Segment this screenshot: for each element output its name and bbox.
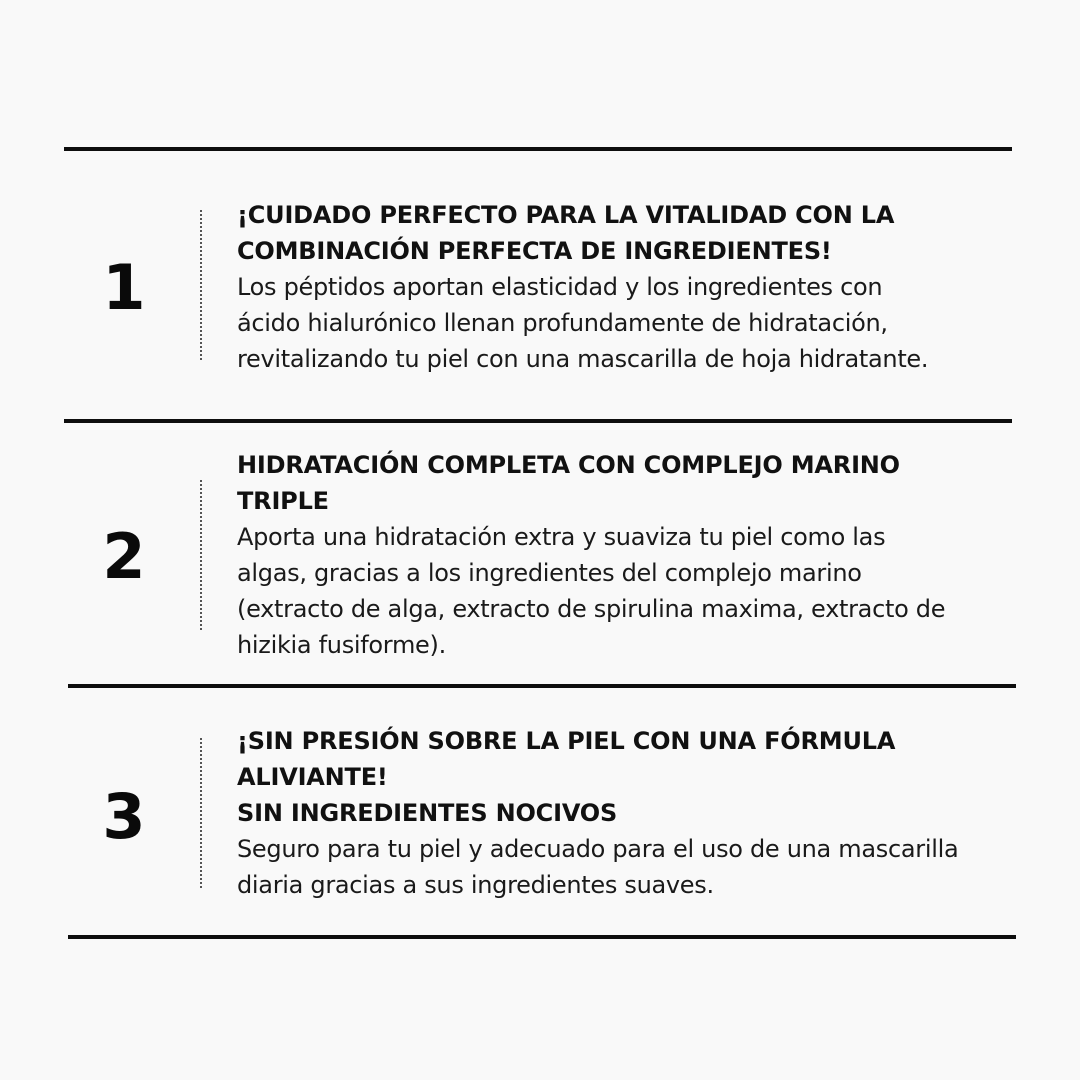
item-number-3: 3 (102, 780, 146, 853)
item-title-line: ¡CUIDADO PERFECTO PARA LA VITALIDAD CON LA (237, 201, 895, 229)
divider-rule-2-3 (68, 684, 1016, 688)
item-body-line: Los péptidos aportan elasticidad y los ingredientes con (237, 273, 883, 301)
item-text-1 (237, 197, 1007, 377)
item-title-line: COMBINACIÓN PERFECTA DE INGREDIENTES! (237, 237, 832, 265)
item-title-line: HIDRATACIÓN COMPLETA CON COMPLEJO MARINO (237, 451, 900, 479)
item-body-line: revitalizando tu piel con una mascarilla de hoja hidratante. (237, 345, 929, 373)
item-body-line: Seguro para tu piel y adecuado para el uso de una mascarilla (237, 835, 959, 863)
item-body-line: algas, gracias a los ingredientes del complejo marino (237, 559, 862, 587)
item-title-line: TRIPLE (237, 487, 329, 515)
item-number-1: 1 (102, 251, 146, 324)
item-text-3 (237, 723, 1007, 903)
item-title-line: ¡SIN PRESIÓN SOBRE LA PIEL CON UNA FÓRMULA (237, 727, 896, 755)
item-body-line: hizikia fusiforme). (237, 631, 446, 659)
divider-rule-bottom (68, 935, 1016, 939)
item-body-line: diaria gracias a sus ingredientes suaves. (237, 871, 714, 899)
item-body-line: (extracto de alga, extracto de spirulina maxima, extracto de (237, 595, 946, 623)
item-number-2: 2 (102, 520, 146, 593)
divider-rule-top (64, 147, 1012, 151)
dotted-separator-3 (200, 738, 202, 888)
item-title-line: ALIVIANTE! (237, 763, 388, 791)
item-body-line: ácido hialurónico llenan profundamente de hidratación, (237, 309, 888, 337)
divider-rule-1-2 (64, 419, 1012, 423)
item-body-line: Aporta una hidratación extra y suaviza tu piel como las (237, 523, 886, 551)
item-title-line: SIN INGREDIENTES NOCIVOS (237, 799, 618, 827)
dotted-separator-2 (200, 480, 202, 630)
dotted-separator-1 (200, 210, 202, 360)
item-text-2 (237, 447, 1007, 663)
